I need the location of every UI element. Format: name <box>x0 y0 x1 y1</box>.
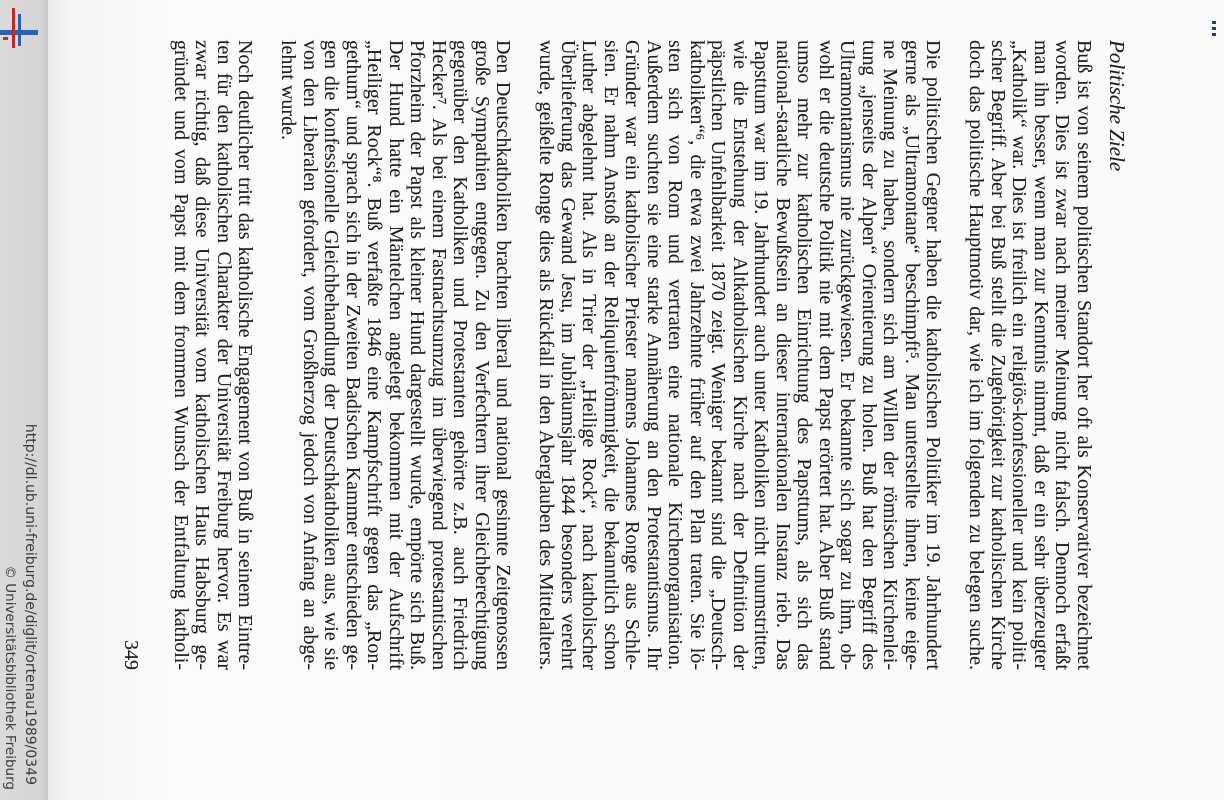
text-line: zwar richtig, daß diese Universität vom katholischen Haus Habsburg ge- <box>191 40 214 670</box>
text-line: Noch deutlicher tritt das katholische Engagement von Buß in seinem Eintre- <box>234 40 257 670</box>
text-line: Der Hund hatte ein Mäntelchen angelegt bekommen mit der Aufschrift <box>385 40 407 670</box>
text-line: „Heiliger Rock“⁸. Buß verfaßte 1846 eine Kampfschrift gegen das „Ron- <box>363 40 386 670</box>
text-line: Außerdem suchten sie eine starke Annäherung an den Protestantismus. Ihr <box>643 40 665 670</box>
text-line: worden. Dies ist zwar nach meiner Meinung nicht falsch. Dennoch erfaßt <box>1051 40 1074 670</box>
text-line: Pforzheim der Papst als kleiner Hund dargestellt wurde, empörte sich Buß. <box>406 40 429 670</box>
paragraph <box>535 40 944 670</box>
text-line: Buß ist von seinem politischen Standort her oft als Konservativer bezeichnet <box>1073 40 1095 670</box>
text-line: Ultramontanismus nie zurückgewiesen. Er bekannte sich sogar zu ihm, ob- <box>836 40 859 670</box>
text-line: wie die Entstehung der Altkatholischen Kirche nach der Definition der <box>729 40 751 670</box>
paragraph <box>965 40 1094 670</box>
strip-text-block <box>0 0 48 800</box>
text-line: man ihn besser, wenn man zur Kenntnis nimmt, daß er ein sehr überzeugter <box>1030 40 1052 670</box>
text-line: ne Meinung zu haben, sondern sich am Willen der römischen Kirchenlei- <box>879 40 902 670</box>
text-line: Gründer war ein katholischer Priester namens Johannes Ronge aus Schle- <box>621 40 644 670</box>
page-number: 349 <box>120 640 142 670</box>
text-line: große Sympathien entgegen. Zu den Verfechtern ihrer Gleichberechtigung <box>471 40 493 670</box>
text-line: doch das politische Hauptmotiv dar, wie ich im folgenden zu belegen suche. <box>965 40 988 670</box>
text-line: wohl er die deutsche Politik nie mit dem Papst erörtert hat. Aber Buß stand <box>815 40 837 670</box>
text-line: gethum“ und sprach sich in der Zweiten Badischen Kammer entschieden ge- <box>342 40 364 670</box>
text-line: sien. Er nahm Anstoß an der Reliquienfrömmigkeit, die bekanntlich schon <box>600 40 622 670</box>
text-line: päpstlichen Unfehlbarkeit 1870 zeigt. Weniger bekannt sind die „Deutsch- <box>707 40 730 670</box>
text-line: von den Liberalen gefordert, vom Großherzog jedoch von Anfang an abge- <box>299 40 321 670</box>
text-line: gründet und vom Papst mit dem frommen Wunsch der Entfaltung katholi- <box>170 40 192 670</box>
paragraph <box>170 40 256 670</box>
scan-edge-mark-icon <box>1212 21 1216 39</box>
copyright-notice: © Universitätsbibliothek Freiburg <box>2 565 18 790</box>
scanned-page <box>48 0 1224 800</box>
text-line: katholiken“⁶, die etwa zwei Jahrzehnte früher auf den Plan traten. Sie lö- <box>686 40 708 670</box>
text-line: Die politischen Gegner haben die katholischen Politiker im 19. Jahrhundert <box>922 40 945 670</box>
page-body <box>170 40 1095 670</box>
text-line: ten für den katholischen Charakter der Universität Freiburg hervor. Es war <box>213 40 235 670</box>
text-line: „Katholik“ war. Dies ist freilich ein religiös-konfessioneller und kein politi- <box>1008 40 1031 670</box>
text-line: sten sich von Rom und vertraten eine nationale Kirchenorganisation. <box>664 40 687 670</box>
text-line: Überlieferung das Gewand Jesu, im Jubiläumsjahr 1844 besonders verehrt <box>557 40 579 670</box>
text-line: national-staatliche Bewußtsein an dieser internationalen Instanz rieb. Das <box>772 40 794 670</box>
text-line: wurde, geißelte Ronge dies als Rückfall in den Aberglauben des Mittelalters. <box>535 40 558 670</box>
viewer-side-strip <box>0 0 48 800</box>
text-line: Papsttum war im 19. Jahrhundert auch unter Katholiken nicht unumstritten, <box>750 40 773 670</box>
text-line: gen die konfessionelle Gleichbehandlung der Deutschkatholiken aus, wie sie <box>320 40 343 670</box>
source-url: http://dl.ub.uni-freiburg.de/diglit/ortenau1989/0349 <box>22 423 38 785</box>
text-line: scher Begriff. Aber bei Buß stellt die Zugehörigkeit zur katholischen Kirche <box>987 40 1009 670</box>
text-line: tung „jenseits der Alpen“ Orientierung zu holen. Buß hat den Begriff des <box>858 40 880 670</box>
text-line: umso mehr zur katholischen Einrichtung des Papsttums, als sich das <box>793 40 816 670</box>
text-line: Den Deutschkatholiken brachten liberal und national gesinnte Zeitgenossen <box>492 40 515 670</box>
text-line: Hecker⁷. Als bei einem Fastnachtsumzug im überwiegend protestantischen <box>428 40 450 670</box>
page-content <box>48 0 1224 800</box>
text-line: Luther abgelehnt hat. Als in Trier der „Heilige Rock“, nach katholischer <box>578 40 601 670</box>
text-line: gerne als „Ultramontane“ beschimpft⁵. Man unterstellte ihnen, keine eige- <box>901 40 923 670</box>
paragraph <box>277 40 514 670</box>
running-head: Politische Ziele <box>1105 40 1129 172</box>
text-line: lehnt wurde. <box>277 40 300 140</box>
text-line: gegenüber den Katholiken und Protestanten gehörte z.B. auch Friedrich <box>449 40 472 670</box>
